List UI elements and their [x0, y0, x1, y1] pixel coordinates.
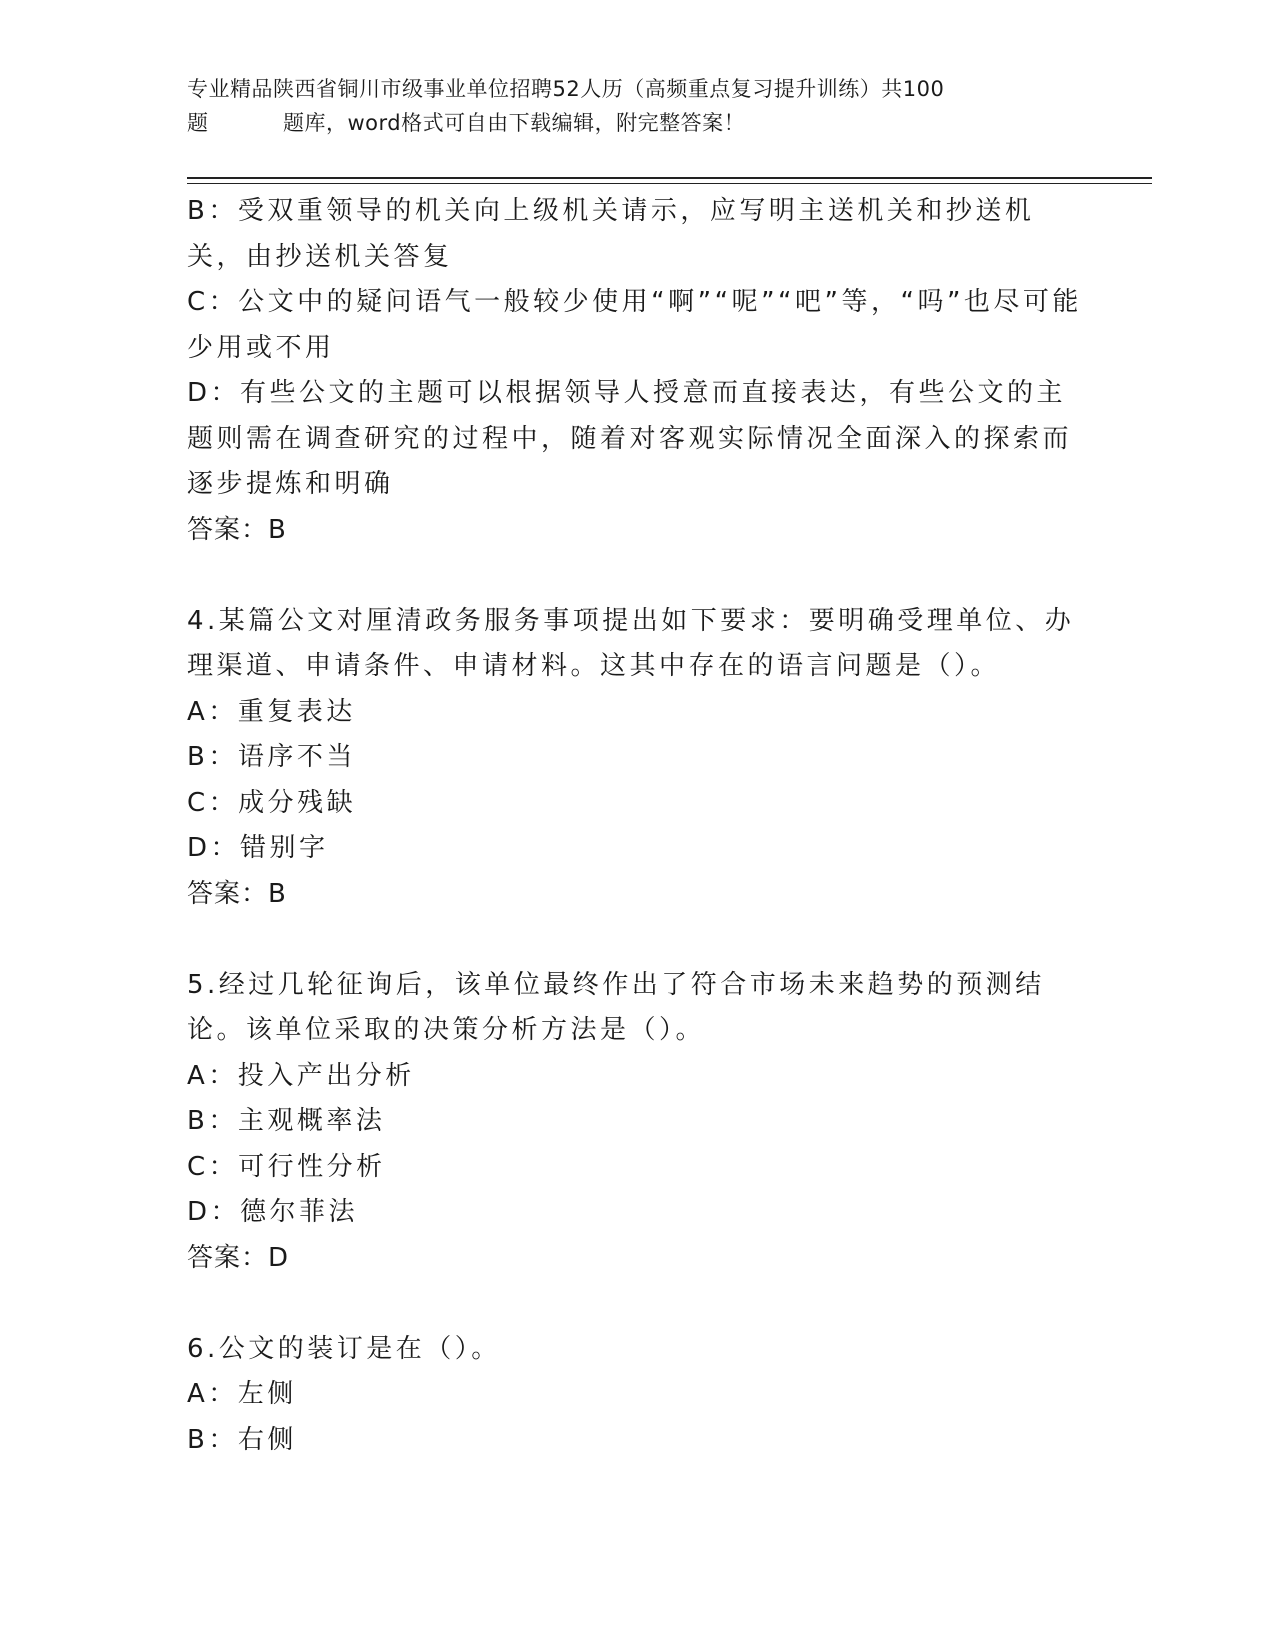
question-3-continued	[187, 189, 1087, 553]
header-divider-thick	[187, 177, 1152, 179]
option-d: D：有些公文的主题可以根据领导人授意而直接表达，有些公文的主题则需在调查研究的过程中，随着对客观实际情况全面深入的探索而逐步提炼和明确	[187, 378, 1073, 499]
answer-line: 答案：D	[187, 1242, 290, 1273]
spacer	[187, 917, 1087, 963]
question-stem: 4.某篇公文对厘清政务服务事项提出如下要求：要明确受理单位、办理渠道、申请条件、申请材料。这其中存在的语言问题是（）。	[187, 605, 1075, 681]
header-title-line2-left: 题	[187, 111, 209, 135]
header-title-line2	[187, 106, 1087, 140]
option-d: D：德尔菲法	[187, 1197, 359, 1227]
option-b: B：右侧	[187, 1424, 297, 1455]
option-c: C：公文中的疑问语气一般较少使用“啊”“呢”“吧”等，“吗”也尽可能少用或不用	[187, 287, 1082, 363]
question-6	[187, 1327, 1087, 1464]
option-b: B：主观概率法	[187, 1106, 386, 1136]
question-5	[187, 963, 1087, 1282]
option-c: C：可行性分析	[187, 1151, 386, 1182]
question-stem: 5.经过几轮征询后，该单位最终作出了符合市场未来趋势的预测结论。该单位采取的决策分析方法是（）。	[187, 969, 1045, 1045]
option-a: A：重复表达	[187, 696, 356, 727]
spacer	[187, 1281, 1087, 1327]
spacer	[187, 553, 1087, 599]
option-c: C：成分残缺	[187, 787, 357, 818]
header-title-line2-right: 题库，word格式可自由下载编辑，附完整答案！	[283, 111, 746, 135]
document-header	[187, 72, 1087, 140]
question-stem: 6.公文的装订是在（）。	[187, 1333, 501, 1364]
header-divider-thin	[187, 183, 1152, 184]
option-b: B：受双重领导的机关向上级机关请示，应写明主送机关和抄送机关，由抄送机关答复	[187, 196, 1035, 272]
answer-line: 答案：B	[187, 514, 287, 545]
option-a: A：投入产出分析	[187, 1060, 415, 1091]
option-a: A：左侧	[187, 1379, 297, 1409]
option-b: B：语序不当	[187, 742, 356, 772]
question-4	[187, 599, 1087, 918]
header-title-line1: 专业精品陕西省铜川市级事业单位招聘52人历（高频重点复习提升训练）共100	[187, 77, 945, 101]
option-d: D：错别字	[187, 833, 329, 863]
answer-line: 答案：B	[187, 878, 287, 909]
document-body	[187, 189, 1087, 1463]
